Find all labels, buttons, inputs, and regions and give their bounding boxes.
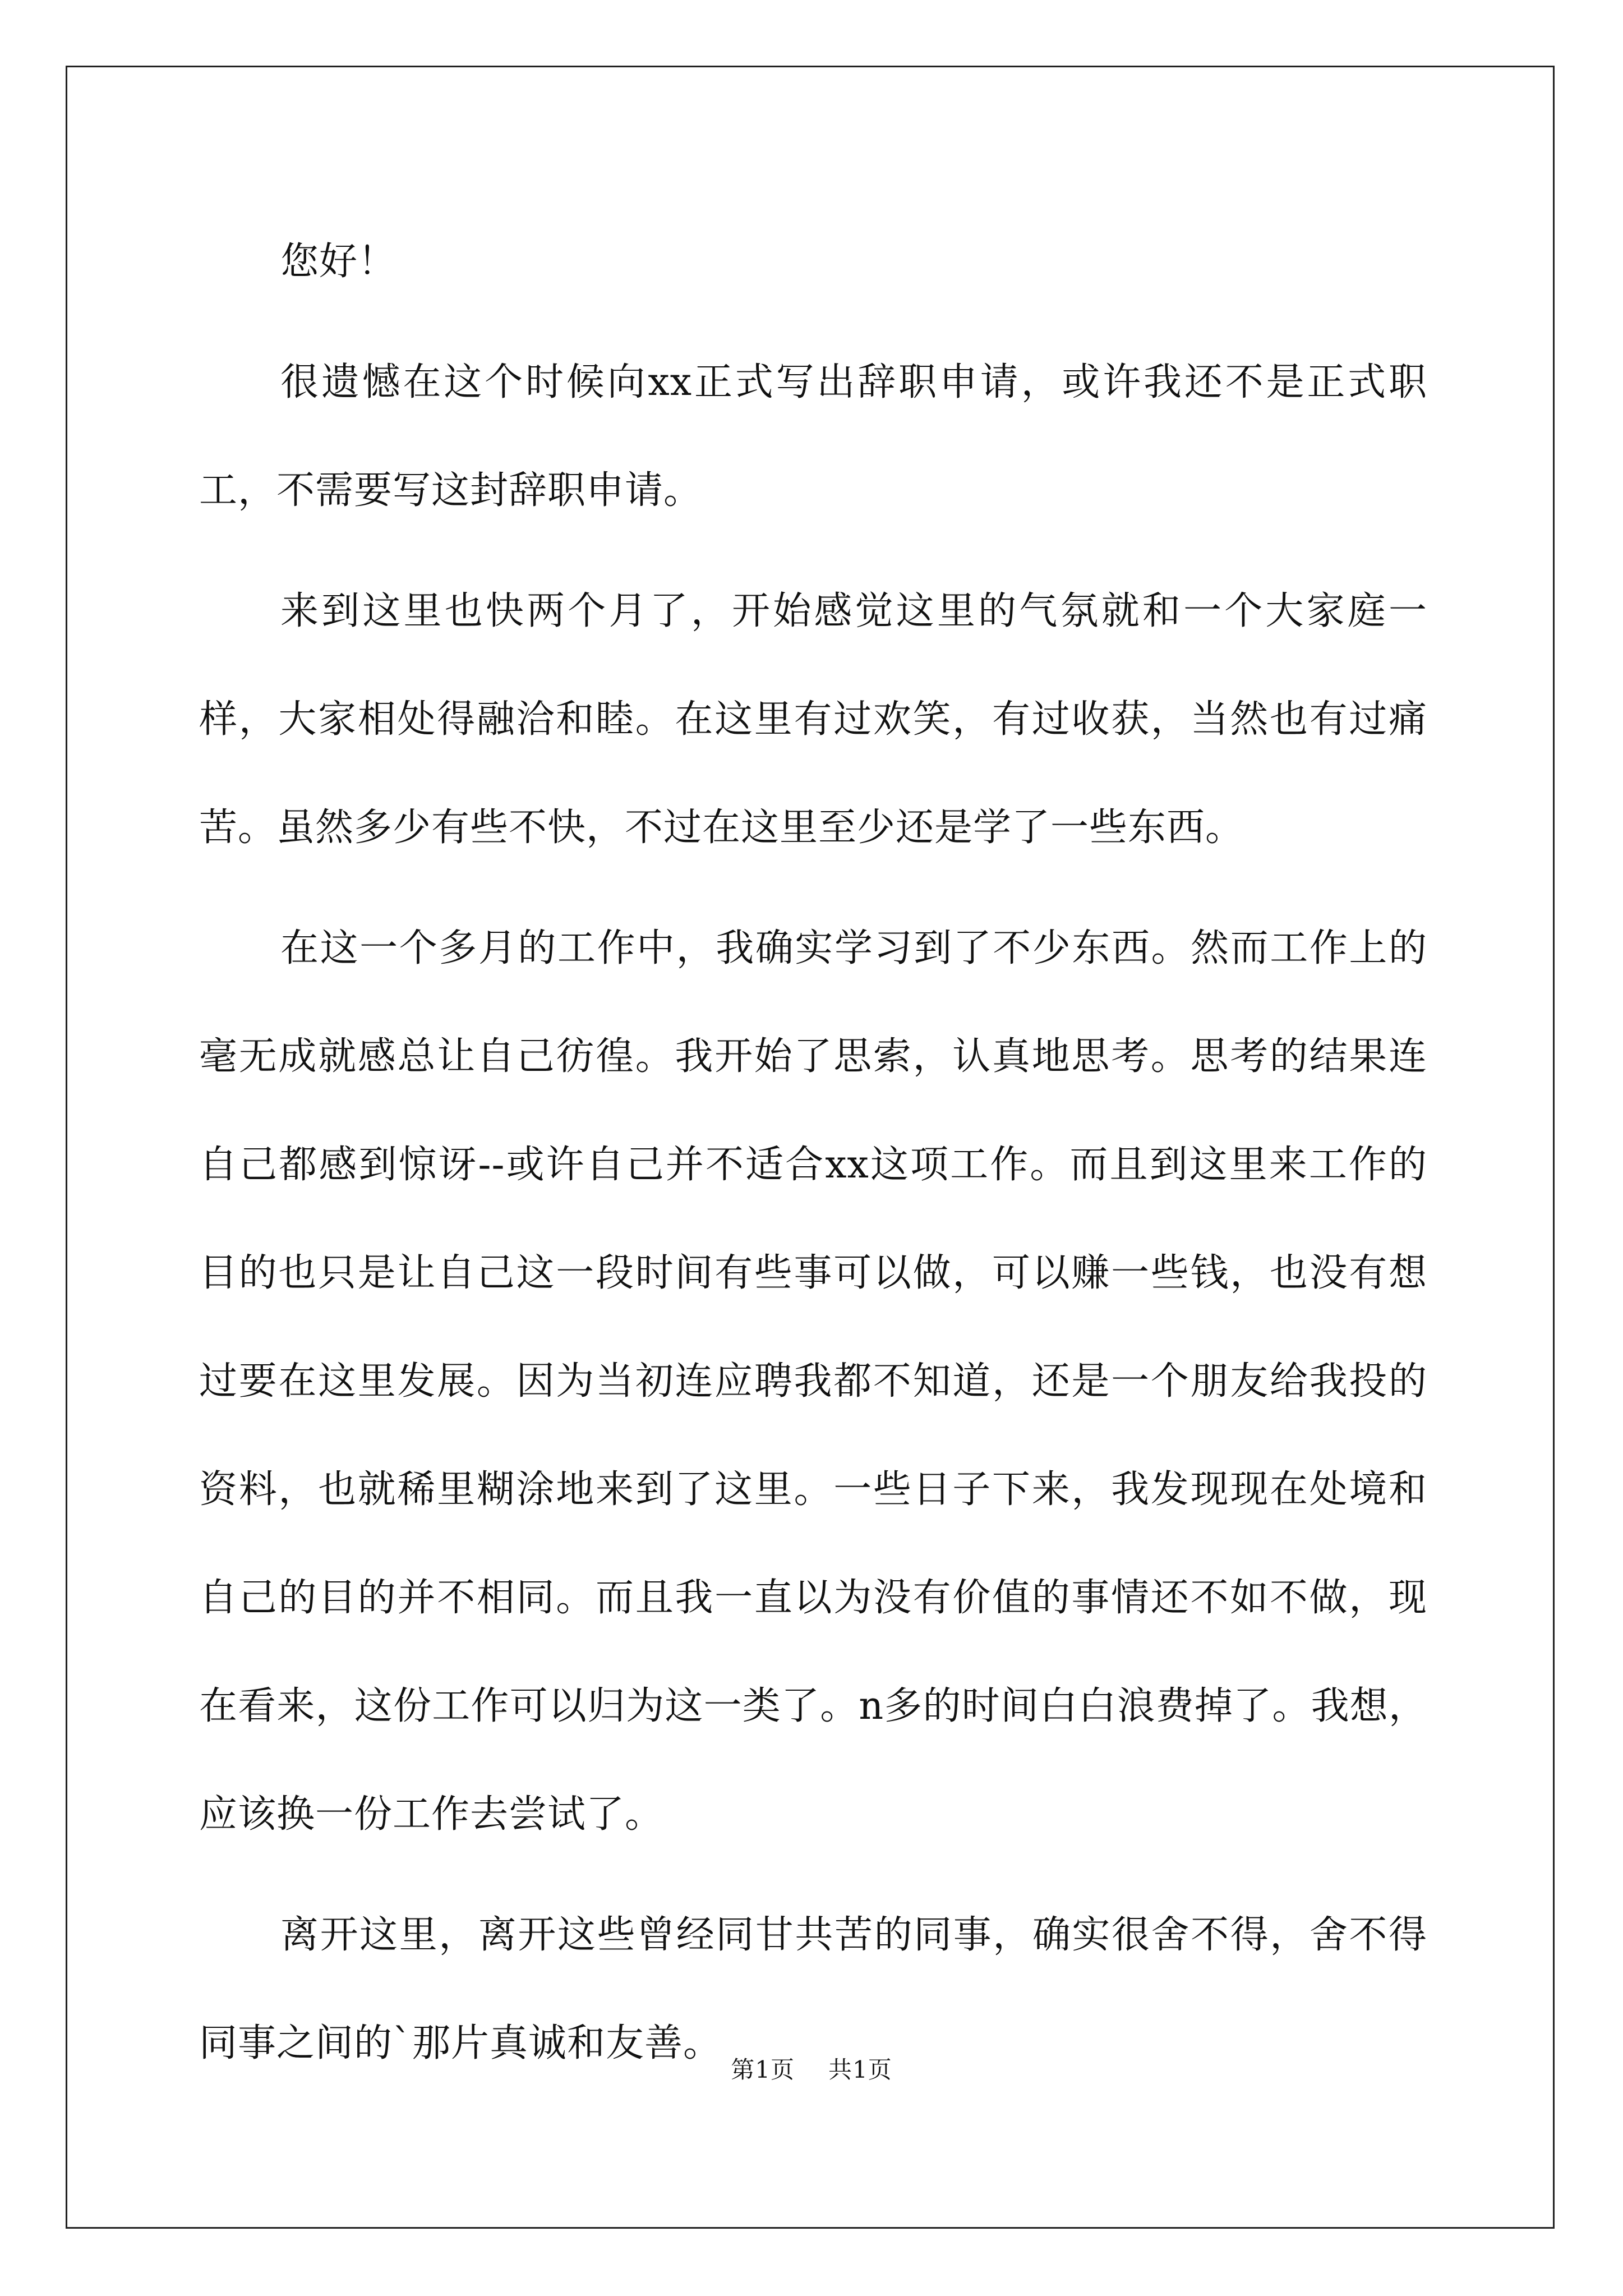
- body-paragraph: 在这一个多月的工作中，我确实学习到了不少东西。然而工作上的毫无成就感总让自己彷徨。我开始了思索，认真地思考。思考的结果连自己都感到惊讶--或许自己并不适合xx这项工作。而且到这里来工作的目的也只是让自己这一段时间有些事可以做，可以赚一些钱，也没有想过要在这里发展。因为当初连应聘我都不知道，还是一个朋友给我投的资料，也就稀里糊涂地来到了这里。一些日子下来，我发现现在处境和自己的目的并不相同。而且我一直以为没有价值的事情还不如不做，现在看来，这份工作可以归为这一类了。n多的时间白白浪费掉了。我想，应该换一份工作去尝试了。: [199, 926, 1427, 1837]
- page-footer: [0, 2053, 1623, 2087]
- body-paragraph: 很遗憾在这个时候向xx正式写出辞职申请，或许我还不是正式职工，不需要写这封辞职申请。: [199, 360, 1427, 513]
- greeting-paragraph: 您好！: [280, 240, 397, 284]
- page-count: 共1页: [828, 2056, 892, 2083]
- page-number: 第1页: [731, 2056, 795, 2083]
- body-paragraph: 来到这里也快两个月了，开始感觉这里的气氛就和一个大家庭一样，大家相处得融洽和睦。在这里有过欢笑，有过收获，当然也有过痛苦。虽然多少有些不快，不过在这里至少还是学了一些东西。: [199, 589, 1427, 850]
- document-body: [199, 208, 1427, 2110]
- body-paragraph: 离开这里，离开这些曾经同甘共苦的同事，确实很舍不得，舍不得同事之间的`那片真诚和友善。: [199, 1913, 1427, 2065]
